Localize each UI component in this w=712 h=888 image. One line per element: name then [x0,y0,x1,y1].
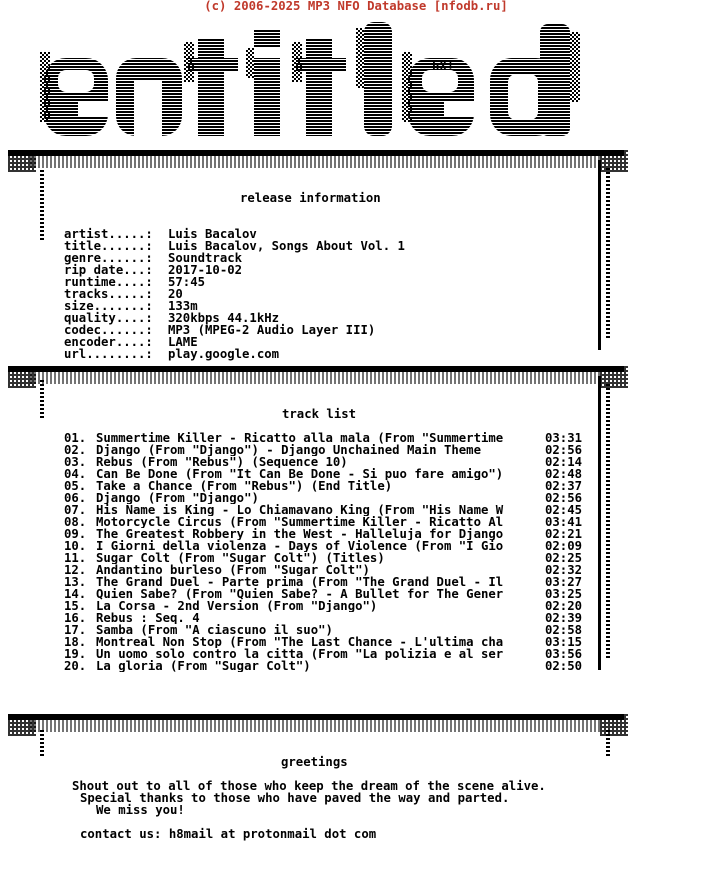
track-number: 07. [64,503,87,517]
track-number: 01. [64,431,87,445]
greetings-heading: greetings [281,755,348,769]
track-duration: 03:15 [545,635,583,649]
track-number: 11. [64,551,87,565]
release-field-value: Soundtrack [168,251,243,265]
track-duration: 02:45 [545,503,583,517]
release-field-value: 57:45 [168,275,206,289]
release-top-dither [30,156,600,168]
track-number: 16. [64,611,87,625]
copyright-banner: (c) 2006-2025 MP3 NFO Database [nfodb.ru] [204,0,508,13]
greetings-left-edge [40,730,44,758]
track-title: Take a Chance (From "Rebus") (End Title) [96,480,393,492]
release-field-value: 133m [168,299,198,313]
track-duration: 02:48 [545,467,583,481]
release-field-value: 2017-10-02 [168,263,243,277]
track-duration: 02:09 [545,539,583,553]
release-field-key: quality....: [64,311,153,325]
track-duration: 02:39 [545,611,583,625]
release-field-key: rip date...: [64,263,153,277]
track-number: 19. [64,647,87,661]
release-field-value: MP3 (MPEG-2 Audio Layer III) [168,323,376,337]
release-right-edge [598,160,601,350]
track-title: Rebus : Seq. 4 [96,612,200,624]
release-field-key: url........: [64,347,153,361]
logo-letter-e1 [40,52,110,136]
track-duration: 03:41 [545,515,583,529]
track-duration: 02:14 [545,455,583,469]
release-field-key: genre......: [64,251,153,265]
track-number: 15. [64,599,87,613]
track-number: 17. [64,623,87,637]
track-title: His Name is King - Lo Chiamavano King (From "His Name W [96,504,504,516]
track-number: 06. [64,491,87,505]
tracklist-corner-left [8,366,36,388]
release-field-key: encoder....: [64,335,153,349]
logo-tag: hX! [432,59,455,73]
release-field-key: title......: [64,239,153,253]
tracklist-heading: track list [282,407,357,421]
logo-letter-t2 [292,38,346,136]
tracklist-right-edge [598,376,601,670]
track-duration: 03:27 [545,575,583,589]
greeting-line-2: Special thanks to those who have paved the way and parted. [80,791,510,805]
release-field-key: artist.....: [64,227,153,241]
track-number: 04. [64,467,87,481]
release-heading: release information [240,191,381,205]
release-field-key: tracks.....: [64,287,153,301]
release-left-edge [40,170,44,240]
release-right-dither [606,168,610,338]
greetings-corner-left [8,714,36,736]
release-corner-left [8,150,36,172]
contact-line: contact us: h8mail at protonmail dot com [80,827,377,841]
release-corner-right [600,150,628,172]
track-number: 08. [64,515,87,529]
track-number: 13. [64,575,87,589]
track-number: 02. [64,443,87,457]
track-number: 14. [64,587,87,601]
release-field-key: size.......: [64,299,153,313]
track-number: 12. [64,563,87,577]
track-title: Rebus (From "Rebus") (Sequence 10) [96,456,348,468]
greetings-corner-right [600,714,628,736]
greetings-right-dither [606,730,610,758]
logo-letter-n [116,58,182,136]
logo-letter-d [490,24,580,136]
track-duration: 03:31 [545,431,583,445]
track-duration: 02:21 [545,527,583,541]
track-title: The Greatest Robbery in the West - Halleluja for Django [96,528,504,540]
track-title: Quien Sabe? (From "Quien Sabe? - A Bullet for The Gener [96,588,504,600]
track-number: 09. [64,527,87,541]
track-title: Un uomo solo contro la citta (From "La polizia e al ser [96,648,504,660]
greetings-top-dither [30,720,600,732]
release-field-value: Luis Bacalov, Songs About Vol. 1 [168,239,405,253]
track-number: 05. [64,479,87,493]
track-number: 10. [64,539,87,553]
track-title: Summertime Killer - Ricatto alla mala (From "Summertime [96,432,504,444]
tracklist-left-edge [40,380,44,420]
track-duration: 03:56 [545,647,583,661]
track-duration: 02:56 [545,443,583,457]
track-title: La gloria (From "Sugar Colt") [96,660,311,672]
track-duration: 02:25 [545,551,583,565]
tracklist-right-dither [606,384,610,660]
release-field-value: play.google.com [168,347,280,361]
tracklist-corner-right [600,366,628,388]
logo-letter-i [246,30,280,136]
logo-letter-t1 [184,38,238,136]
track-title: La Corsa - 2nd Version (From "Django") [96,600,378,612]
release-field-value: 20 [168,287,183,301]
track-number: 20. [64,659,87,673]
release-field-key: codec......: [64,323,153,337]
track-title: Montreal Non Stop (From "The Last Chance - L'ultima cha [96,636,504,648]
track-title: I Giorni della violenza - Days of Violence (From "I Gio [96,540,504,552]
track-title: The Grand Duel - Parte prima (From "The Grand Duel - Il [96,576,504,588]
track-number: 18. [64,635,87,649]
track-title: Samba (From "A ciascuno il suo") [96,624,333,636]
track-duration: 02:58 [545,623,583,637]
track-title: Django (From "Django") [96,492,259,504]
entitled-logo [34,18,614,144]
release-field-key: runtime....: [64,275,153,289]
track-title: Motorcycle Circus (From "Summertime Killer - Ricatto Al [96,516,504,528]
track-title: Andantino burleso (From "Sugar Colt") [96,564,370,576]
release-field-value: Luis Bacalov [168,227,257,241]
release-field-value: LAME [168,335,198,349]
track-title: Sugar Colt (From "Sugar Colt") (Titles) [96,552,385,564]
track-duration: 02:56 [545,491,583,505]
greeting-line-3: We miss you! [96,803,185,817]
track-title: Django (From "Django") - Django Unchained Main Theme [96,444,481,456]
tracklist-top-dither [30,372,600,384]
logo-letter-l [356,22,392,136]
release-field-value: 320kbps 44.1kHz [168,311,280,325]
track-duration: 02:20 [545,599,583,613]
track-duration: 02:32 [545,563,583,577]
track-duration: 02:37 [545,479,583,493]
track-number: 03. [64,455,87,469]
track-title: Can Be Done (From "It Can Be Done - Si puo fare amigo") [96,468,504,480]
greeting-line-1: Shout out to all of those who keep the dream of the scene alive. [72,779,546,793]
track-duration: 03:25 [545,587,583,601]
track-duration: 02:50 [545,659,583,673]
